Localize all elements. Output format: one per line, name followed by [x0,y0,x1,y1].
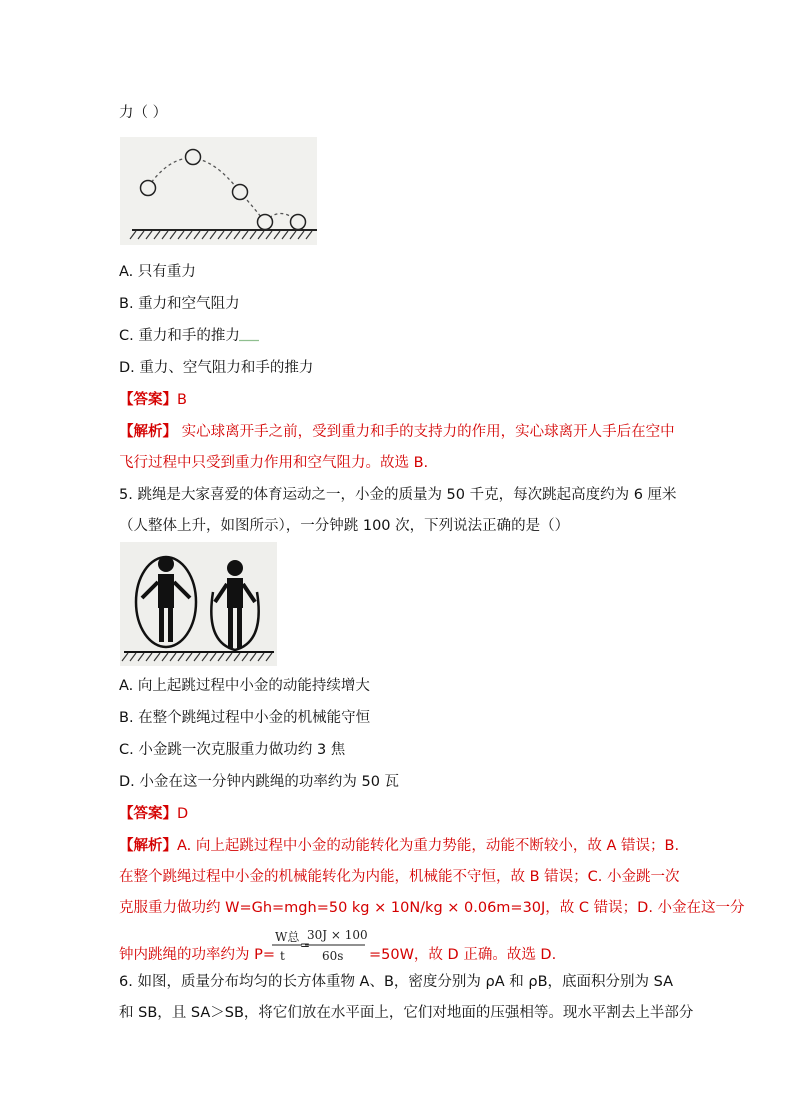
q5-option-a: A. 向上起跳过程中小金的动能持续增大 [119,678,370,694]
q5-power-suffix: =50W，故 D 正确。故选 D. [369,947,557,963]
q6-stem-line-1: 6. 如图，质量分布均匀的长方体重物 A、B，密度分别为 ρA 和 ρB，底面积分别为 SA [119,974,674,990]
frac-equals: = [300,938,311,952]
ball-trajectory-figure [120,137,317,245]
q5-power-prefix: 钟内跳绳的功率约为 P= [119,947,276,963]
q5-analysis-line-2: 在整个跳绳过程中小金的机械能转化为内能，机械能不守恒，故 B 错误；C. 小金跳一次 [119,869,680,885]
frac2-numerator: 30J × 100 [307,928,368,942]
frac1-denominator: t [280,949,285,963]
frac1-bar [272,944,302,946]
analysis-label: 【解析】 [119,838,177,854]
analysis-text: A. 向上起跳过程中小金的动能转化为重力势能，动能不断较小，故 A 错误；B. [177,838,680,854]
q5-analysis-line-1 [119,836,679,856]
q5-option-c: C. 小金跳一次克服重力做功约 3 焦 [119,742,346,758]
frac1-numerator: W总 [275,930,300,944]
q4-stem-tail: 力（ ） [119,105,168,121]
q6-stem-line-2: 和 SB，且 SA＞SB，将它们放在水平面上，它们对地面的压强相等。现水平割去上半部分 [119,1005,694,1021]
q4-answer [119,390,187,410]
q4-analysis-line-2: 飞行过程中只受到重力作用和空气阻力。故选 B. [119,455,429,471]
q5-stem-line-1: 5. 跳绳是大家喜爱的体育运动之一，小金的质量为 50 千克，每次跳起高度约为 6 厘米 [119,487,677,503]
answer-value: D [177,806,189,822]
q5-analysis-line-3: 克服重力做功约 W=Gh=mgh=50 kg × 10N/kg × 0.06m=30J，故 C 错误；D. 小金在这一分 [119,900,745,916]
q5-stem-line-2: （人整体上升，如图所示），一分钟跳 100 次，下列说法正确的是（） [119,518,570,534]
q5-option-d: D. 小金在这一分钟内跳绳的功率约为 50 瓦 [119,774,400,790]
q5-option-b: B. 在整个跳绳过程中小金的机械能守恒 [119,710,371,726]
rope-skipping-figure [120,542,277,666]
answer-label: 【答案】 [119,392,177,408]
answer-value: B [177,392,187,408]
analysis-label: 【解析】 [119,424,177,440]
q4-analysis-line-1 [119,422,675,442]
analysis-text: 实心球离开手之前，受到重力和手的支持力的作用，实心球离开人手后在空中 [181,424,675,440]
q4-option-a: A. 只有重力 [119,264,196,280]
frac2-bar [305,944,365,946]
q5-answer [119,804,188,824]
q4-option-d: D. 重力、空气阻力和手的推力 [119,360,314,376]
answer-label: 【答案】 [119,806,177,822]
q4-option-c: C. 重力和手的推力 [119,328,240,344]
q4-option-b: B. 重力和空气阻力 [119,296,240,312]
frac2-denominator: 60s [322,949,344,963]
underline-mark [239,339,259,342]
